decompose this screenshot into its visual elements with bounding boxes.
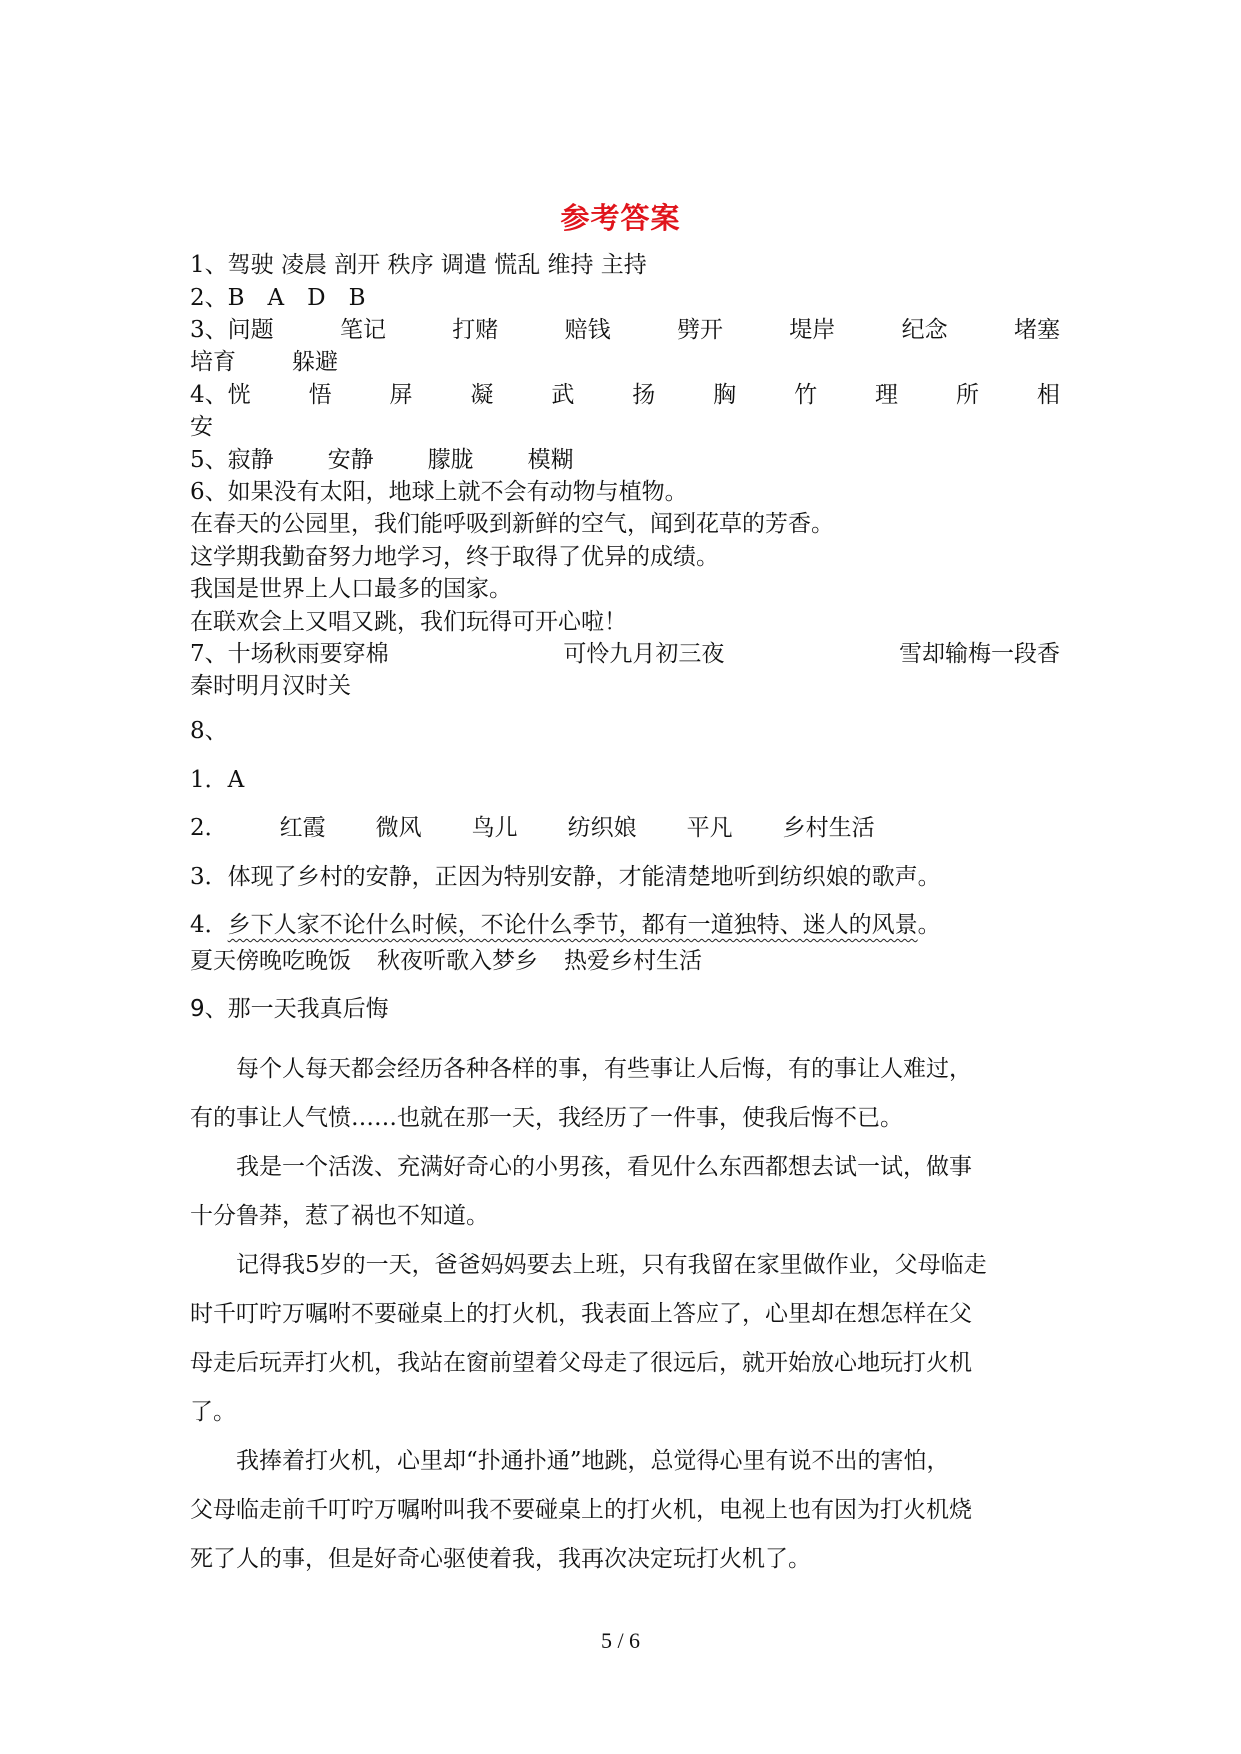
char: 胸 (713, 382, 737, 408)
char: 恍 (227, 382, 251, 408)
char: 所 (955, 382, 979, 408)
essay-line: 记得我5岁的一天，爸爸妈妈要去上班，只有我留在家里做作业，父母临走 (236, 1252, 987, 1278)
essay-line: 死了人的事，但是好奇心驱使着我，我再次决定玩打火机了。 (190, 1546, 811, 1572)
word: 问题 (227, 317, 274, 343)
answer-4-line2: 安 (190, 414, 213, 440)
word: 乡村生活 (782, 815, 875, 841)
answer-8-label: 8、 (190, 718, 228, 744)
char: 竹 (794, 382, 818, 408)
essay-line: 父母临走前千叮咛万嘱咐叫我不要碰桌上的打火机，电视上也有因为打火机烧 (190, 1497, 972, 1523)
word: 安静 (327, 447, 374, 473)
word: 纪念 (901, 317, 948, 343)
answer-3 (190, 315, 1060, 345)
answer-3-prefix: 3、 (190, 317, 228, 343)
phrase: 秋夜听歌入梦乡 (377, 948, 538, 974)
essay-line: 每个人每天都会经历各种各样的事，有些事让人后悔，有的事让人难过， (236, 1056, 972, 1082)
answer-8-3: 3．体现了乡村的安静，正因为特别安静，才能清楚地听到纺织娘的歌声。 (190, 864, 941, 890)
answer-3-line1 (190, 315, 1060, 345)
answer-2: 2、B A D B (190, 285, 366, 311)
char: 相 (1036, 382, 1060, 408)
word: 鸟儿 (471, 815, 518, 841)
word: 纺织娘 (567, 815, 637, 841)
answer-9-title (190, 994, 1060, 1024)
word: 寂静 (227, 447, 274, 473)
essay-line: 十分鲁莽，惹了祸也不知道。 (190, 1203, 489, 1229)
word: 培育 (190, 349, 236, 375)
answer-6-line3: 这学期我勤奋努力地学习，终于取得了优异的成绩。 (190, 544, 719, 570)
char: 屏 (389, 382, 413, 408)
answer-6-line4: 我国是世界上人口最多的国家。 (190, 576, 512, 602)
phrase: 夏天傍晚吃晚饭 (190, 948, 351, 974)
poem-line: 7、十场秋雨要穿棉 (190, 641, 389, 667)
answer-6-line2: 在春天的公园里，我们能呼吸到新鲜的空气，闻到花草的芳香。 (190, 511, 834, 537)
answer-5 (190, 445, 1060, 475)
answer-8-4-prefix: 4． (190, 912, 228, 938)
essay-line: 了。 (190, 1399, 236, 1425)
char: 武 (551, 382, 575, 408)
essay-line: 时千叮咛万嘱咐不要碰桌上的打火机，我表面上答应了，心里却在想怎样在父 (190, 1301, 972, 1327)
word: 微风 (375, 815, 422, 841)
word: 笔记 (339, 317, 386, 343)
char: 理 (875, 382, 899, 408)
answer-4 (190, 380, 1060, 410)
essay-line: 我捧着打火机，心里却“扑通扑通”地跳，总觉得心里有说不出的害怕， (236, 1448, 950, 1474)
word: 堤岸 (789, 317, 836, 343)
word: 模糊 (527, 447, 574, 473)
answer-5-prefix: 5、 (190, 447, 228, 473)
page-title: 参考答案 (560, 201, 681, 235)
wavy-underlined-answer: 乡下人家不论什么时候，不论什么季节，都有一道独特、迷人的风景 (227, 912, 918, 938)
answer-6-line5: 在联欢会上又唱又跳，我们玩得可开心啦！ (190, 609, 627, 635)
word: 朦胧 (427, 447, 474, 473)
answer-9-number: 9 (190, 996, 205, 1022)
char: 扬 (632, 382, 656, 408)
char: 凝 (470, 382, 494, 408)
answer-8-1: 1．A (190, 767, 245, 793)
word: 打赌 (452, 317, 499, 343)
answer-4-line1 (190, 380, 1060, 410)
answer-8-4-line2 (190, 946, 1060, 976)
essay-line: 有的事让人气愤……也就在那一天，我经历了一件事，使我后悔不已。 (190, 1105, 903, 1131)
word: 躲避 (292, 349, 338, 375)
poem-line: 雪却输梅一段香 (898, 641, 1060, 667)
page-number: 5 / 6 (600, 1628, 641, 1653)
essay-line: 我是一个活泼、充满好奇心的小男孩，看见什么东西都想去试一试，做事 (236, 1154, 972, 1180)
word: 堵塞 (1013, 317, 1060, 343)
answer-8-2 (190, 813, 1060, 843)
word: 劈开 (676, 317, 723, 343)
answer-4-prefix: 4、 (190, 382, 228, 408)
answer-8-4-suffix: 。 (917, 912, 941, 938)
answer-6-line1: 6、如果没有太阳，地球上就不会有动物与植物。 (190, 479, 688, 505)
answer-8-4 (190, 910, 1060, 940)
word: 红霞 (279, 815, 326, 841)
word: 平凡 (686, 815, 733, 841)
answer-8-2-prefix: 2． (190, 815, 228, 841)
answer-7 (190, 639, 1060, 669)
phrase: 热爱乡村生活 (564, 948, 702, 974)
answer-7-line2: 秦时明月汉时关 (190, 673, 351, 699)
essay-line: 母走后玩弄打火机，我站在窗前望着父母走了很远后，就开始放心地玩打火机 (190, 1350, 972, 1376)
essay-title: 、那一天我真后悔 (204, 996, 389, 1022)
char: 悟 (308, 382, 332, 408)
poem-line: 可怜九月初三夜 (563, 641, 725, 667)
answer-3-line2 (190, 347, 1060, 377)
answer-1: 1、驾驶 凌晨 剖开 秩序 调遣 慌乱 维持 主持 (190, 252, 647, 278)
word: 赔钱 (564, 317, 611, 343)
